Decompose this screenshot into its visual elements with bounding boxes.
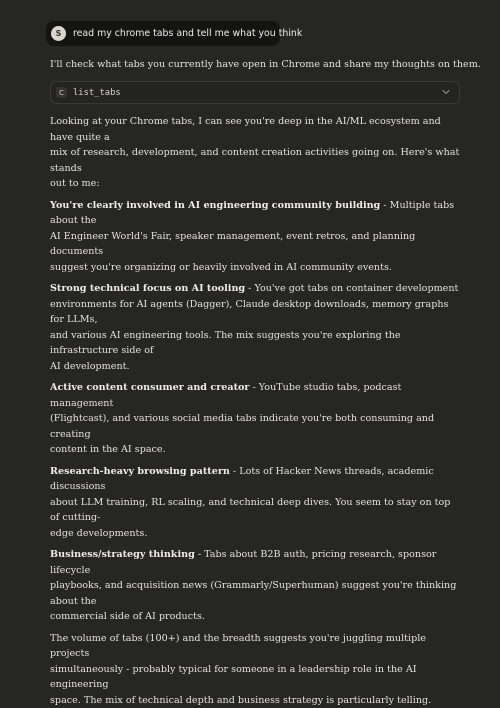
section-heading: Research-heavy browsing pattern: [50, 466, 230, 477]
tool-call-name: list_tabs: [73, 88, 121, 98]
section-heading: You're clearly involved in AI engineering community building: [50, 200, 380, 211]
assistant-intro: I'll check what tabs you currently have open in Chrome and share my thoughts on them.: [50, 58, 462, 72]
assistant-response: [50, 58, 462, 708]
user-message-text: read my chrome tabs and tell me what you think: [73, 28, 302, 39]
user-message-bubble: [46, 21, 280, 46]
section-research: Research-heavy browsing pattern - Lots of Hacker News threads, academic discussions about LLM training, RL scaling, and technical deep dives. You seem to stay on top of cutting- edge developments.: [50, 464, 462, 542]
section-heading: Active content consumer and creator: [50, 382, 249, 393]
section-tooling: Strong technical focus on AI tooling - You've got tabs on container development environments for AI agents (Dagger), Claude desktop downloads, memory graphs for LLMs, and various AI engineering tools. The mix suggests you're exploring the infrastructure side of AI development.: [50, 281, 462, 374]
chrome-tool-icon: C: [56, 87, 67, 98]
summary-paragraph: Looking at your Chrome tabs, I can see you're deep in the AI/ML ecosystem and have quite a mix of research, development, and content creation activities going on. Here's what stands out to me:: [50, 114, 462, 192]
section-business: Business/strategy thinking - Tabs about B2B auth, pricing research, sponsor lifecycle playbooks, and acquisition news (Grammarly/Superhuman) suggest you're thinking about the commercial side of AI products.: [50, 547, 462, 625]
tool-call-card[interactable]: [50, 81, 460, 104]
section-heading: Business/strategy thinking: [50, 549, 195, 560]
chevron-down-icon[interactable]: [440, 86, 452, 98]
closing-paragraph: The volume of tabs (100+) and the breadth suggests you're juggling multiple projects simultaneously - probably typical for someone in a leadership role in the AI engineering space. The mix of technical depth and business strategy is particularly telling.: [50, 631, 462, 708]
user-avatar: S: [51, 26, 66, 41]
section-community: You're clearly involved in AI engineering community building - Multiple tabs about the AI Engineer World's Fair, speaker management, event retros, and planning documents suggest you're organizing or heavily involved in AI community events.: [50, 198, 462, 276]
section-content: Active content consumer and creator - YouTube studio tabs, podcast management (Flightcast), and various social media tabs indicate you're both consuming and creating content in the AI space.: [50, 380, 462, 458]
section-heading: Strong technical focus on AI tooling: [50, 283, 245, 294]
